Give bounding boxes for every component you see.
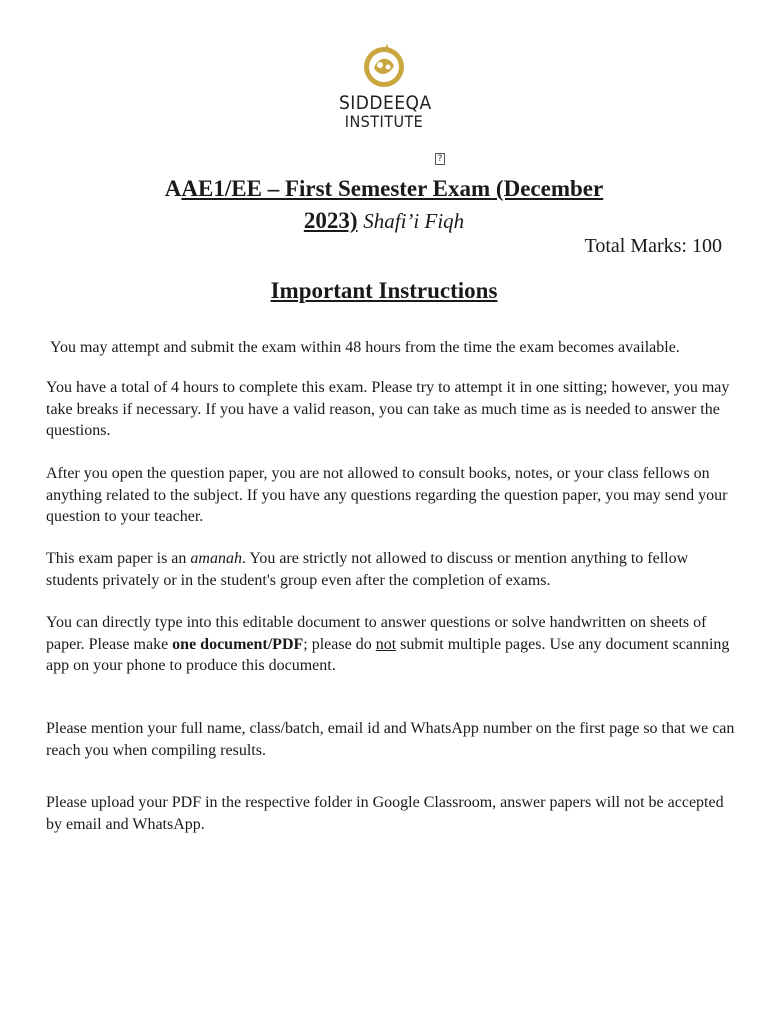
title-line-2: 2023) <box>303 208 358 233</box>
logo-emblem-icon <box>360 44 408 90</box>
exam-title: AAE1/EE – First Semester Exam (December 2023) Shafi’i Fiqh <box>164 176 604 233</box>
not-emphasis: not <box>375 635 397 653</box>
logo-subtitle: INSTITUTE <box>344 112 424 131</box>
one-document-emphasis: one document/PDF <box>172 635 304 653</box>
total-marks: Total Marks: 100 <box>584 235 722 257</box>
title-line-1: AE1/EE – First Semester Exam (December <box>181 176 604 201</box>
instruction-upload: Please upload your PDF in the respective folder in Google Classroom, answer papers will not be accepted by email and WhatsApp. <box>46 794 724 833</box>
logo-name: SIDDEEQA <box>339 92 432 114</box>
instruction-time-window: You may attempt and submit the exam within 48 hours from the time the exam becomes available. <box>50 339 680 356</box>
instruction-duration: You have a total of 4 hours to complete this exam. Please try to attempt it in one sitting; however, you may take breaks if necessary. If you have a valid reason, you can take as much time as is needed to answer the questions. <box>46 379 730 439</box>
institute-logo <box>334 44 434 144</box>
instruction-no-consulting: After you open the question paper, you are not allowed to consult books, notes, or your class fellows on anything related to the subject. If you have any questions regarding the question paper, you may send your question to your teacher. <box>46 465 728 525</box>
amanah-term: amanah <box>190 550 242 567</box>
missing-glyph: ? <box>435 153 445 165</box>
instructions-heading: Important Instructions <box>270 278 498 303</box>
instruction-personal-details: Please mention your full name, class/batch, email id and WhatsApp number on the first page so that we can reach you when compiling results. <box>46 720 735 759</box>
subject-name: Shafi’i Fiqh <box>363 209 465 233</box>
instruction-single-document: You can directly type into this editable document to answer questions or solve handwritten on sheets of paper. Please make one document/PDF; please do not submit multiple pages. Use any document scanning app on your phone to produce this document. <box>46 614 730 674</box>
instruction-amanah: This exam paper is an amanah. You are strictly not allowed to discuss or mention anything to fellow students privately or in the student's group even after the completion of exams. <box>46 550 689 589</box>
